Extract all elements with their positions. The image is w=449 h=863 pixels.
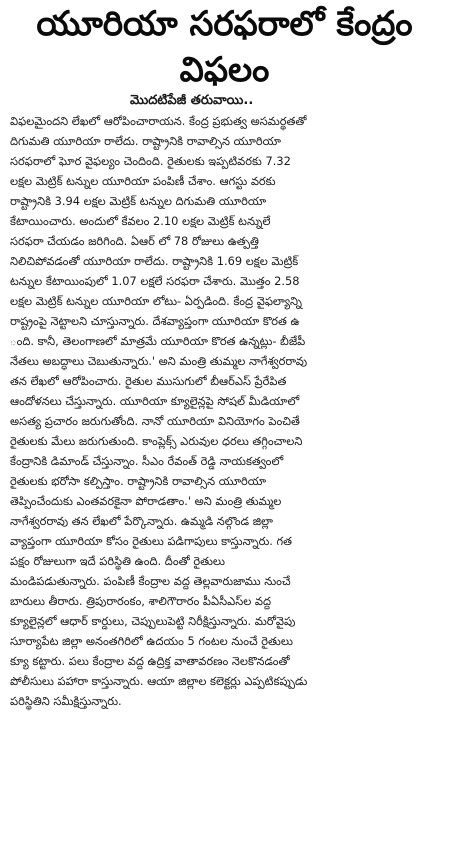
body-line: ఆందోళనలు చేస్తున్నారు. యూరియా క్యూలైన్లపై సోషల్ మీడియాలో — [10, 394, 300, 408]
body-line: రైతులకు భరోసా కల్పిస్తాం. రాష్ట్రానికి రావాల్సిన యూరియా — [10, 474, 267, 488]
body-line: టన్నుల కేటాయింపులో 1.07 లక్షలే సరఫరా చేశారు. మొత్తం 2.58 — [10, 274, 300, 288]
body-line: లక్షల మెట్రిక్ టన్నుల యూరియా లోటు- ఏర్పడింది. కేంద్ర వైఫల్యాన్ని — [10, 294, 302, 308]
body-line: పక్షం రోజులుగా ఇదే పరిస్థితి ఉంది. దీంతో రైతులు — [10, 554, 225, 568]
body-line: రైతులకు మేలు జరుగుతుంది. కాంప్లెక్స్ ఎరువుల ధరలు తగ్గించాలని — [10, 434, 303, 448]
body-line: రాష్ట్రానికి 3.94 లక్షల మెట్రిక్ టన్నుల దిగుమతి యూరియా — [10, 194, 267, 208]
body-line: కేటాయించారు. అందులో కేవలం 2.10 లక్షల మెట్రిక్ టన్నులే — [10, 214, 271, 228]
body-line: లక్షల మెట్రిక్ టన్నుల యూరియా పంపిణీ చేశాం. ఆగస్టు వరకు — [10, 174, 276, 188]
body-line: బారులు తీరారు. త్రిపురారంకం, శాలిగౌరారం పీఏసీఎస్‌ల వద్ద — [10, 594, 272, 608]
body-line: సరఫరా చేయడం జరిగింది. ఏఆర్ లో 78 రోజులు ఉత్పత్తి — [10, 234, 259, 248]
body-line: సరఫరాలో ఘోర వైఫల్యం చెందింది. రైతులకు ఇప్పటివరకు 7.32 — [10, 154, 291, 168]
body-line: తెప్పించేందుకు ఎంతవరకైనా పోరాడతాం.' అని మంత్రి తుమ్మల — [10, 494, 282, 508]
body-line: ంది. కానీ, తెలంగాణలో మాత్రమే యూరియా కొరత ఉన్నట్లు- బీజేపీ — [10, 334, 306, 348]
body-line: నాగేశ్వరరావు తన లేఖలో పేర్కొన్నారు. ఉమ్మడి నల్గొండ జిల్లా — [10, 514, 273, 528]
body-line: పోలీసులు పహారా కాస్తున్నారు. ఆయా జిల్లాల కలెక్టర్లు ఎప్పటికప్పుడు — [10, 674, 308, 688]
body-line: వ్యాప్తంగా యూరియా కోసం రైతులు పడిగాపులు కాస్తున్నారు. గత — [10, 534, 293, 548]
body-line: మండిపడుతున్నారు. పంపిణీ కేంద్రాల వద్ద తెల్లవారుజాము నుంచే — [10, 574, 291, 588]
body-line: నేతలు అబద్ధాలు చెబుతున్నారు.' అని మంత్రి తుమ్మల నాగేశ్వరరావు — [10, 354, 308, 368]
article-body — [10, 111, 440, 711]
headline-line-1: యూరియా సరఫరాలో కేంద్రం — [36, 4, 413, 44]
continuation-kicker: మొదటిపేజీ తరువాయి.. — [130, 93, 254, 108]
body-line: కేంద్రానికి డిమాండ్ చేస్తున్నాం. సీఎం రేవంత్ రెడ్డి నాయకత్వంలో — [10, 454, 284, 468]
body-line: దిగుమతి యూరియా రాలేదు. రాష్ట్రానికి రావాల్సిన యూరియా — [10, 134, 281, 148]
body-line: అసత్య ప్రచారం జరుగుతోంది. నానో యూరియా వినియోగం పెంచితే — [10, 414, 300, 428]
body-line: పరిస్థితిని సమీక్షిస్తున్నారు. — [10, 694, 122, 708]
body-line: క్యూ కట్టారు. పలు కేంద్రాల వద్ద ఉద్రిక్త వాతావరణం నెలకొనడంతో — [10, 654, 290, 668]
body-line: విఫలమైందని లేఖలో ఆరోపించారాయన. కేంద్ర ప్రభుత్వ అసమర్థతతో — [10, 114, 307, 128]
body-line: నిలిచిపోవడంతో యూరియా రాలేదు. రాష్ట్రానికి 1.69 లక్షల మెట్రిక్ — [10, 254, 299, 268]
body-line: సూర్యాపేట జిల్లా అనంతగిరిలో ఉదయం 5 గంటల నుంచే రైతులు — [10, 634, 293, 648]
headline-line-2: విఫలం — [179, 50, 270, 90]
body-line: రాష్ట్రంపై నెట్టాలని చూస్తున్నారు. దేశవ్యాప్తంగా యూరియా కొరత ఉ — [10, 314, 300, 328]
body-line: క్యూలైన్లలో ఆధార్ కార్డులు, చెప్పులుపెట్టి నిరీక్షిస్తున్నారు. మరోవైపు — [10, 614, 296, 628]
body-line: తన లేఖలో ఆరోపించారు. రైతుల ముసుగులో బీఆర్ఎస్ ప్రేరేపిత — [10, 374, 287, 388]
